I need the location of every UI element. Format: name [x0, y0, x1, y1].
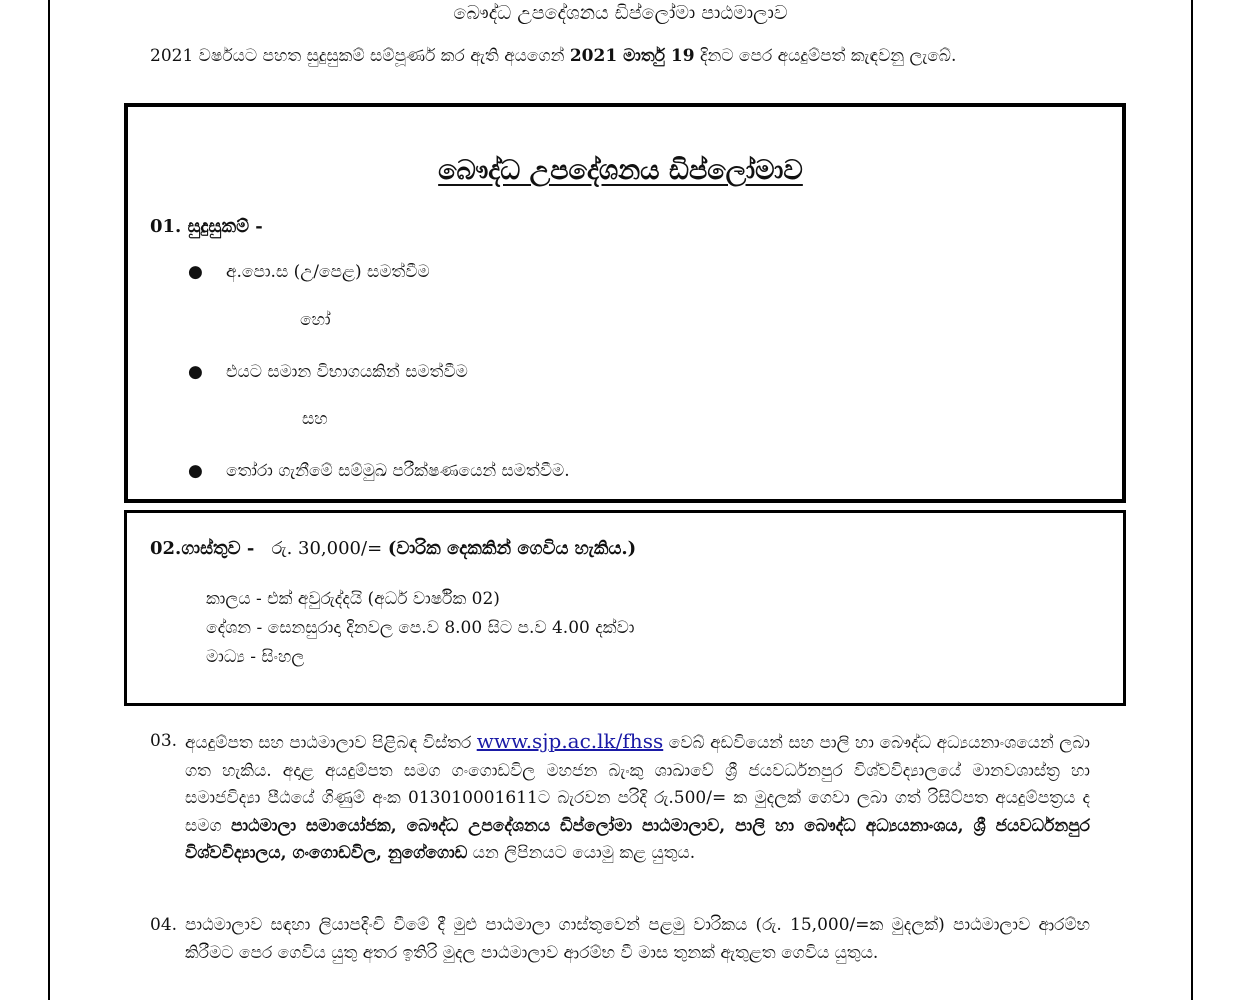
page-border-right [1191, 0, 1193, 1000]
medium: මාධ්‍ය - සිංහල [206, 647, 305, 667]
qualification-item: එයට සමාන විභාගයකින් සමත්වීම [226, 362, 468, 382]
intro-date: 2021 මාර්තු 19 [569, 46, 695, 66]
connector-and: සහ [302, 409, 328, 429]
website-link[interactable]: www.sjp.ac.lk/fhss [476, 729, 664, 753]
para-number: 04. [150, 915, 178, 935]
fee-note: (වාරික දෙකකින් ගෙවිය හැකිය.) [387, 538, 637, 559]
document-title: බෞද්ධ උපදේශනය ඩිප්ලෝමා පාඨමාලාව [453, 2, 788, 24]
lecture-schedule: දේශන - සෙනසුරාදා දිනවල පෙ.ව 8.00 සිට ප.ව 4.00 දක්වා [206, 618, 635, 638]
intro-pre: 2021 වර්ෂයට පහත සුදුසුකම් සම්පූර්ණ කර ඇති අයගෙන් [150, 46, 570, 66]
para-text: අයදුම්පත සහ පාඨමාලාව පිළිබඳ විස්තර [185, 733, 477, 753]
bullet-icon: ● [188, 262, 203, 282]
para-number: 03. [150, 731, 178, 751]
page-border-left [48, 0, 50, 1000]
fee-amount: රු. 30,000/= [271, 538, 383, 559]
qualification-item: තෝරා ගැනීමේ සම්මුඛ පරීක්ෂණයෙන් සමත්වීම. [226, 461, 570, 481]
postal-address: පාඨමාලා සමායෝජක, බෞද්ධ උපදේශනය ඩිප්ලෝමා පාඨමාලාව, පාලි හා බෞද්ධ අධ්‍යයනාංශය, ශ්‍රී ජයවර්ධනපුර විශ්වවිද්‍යාලය, ගංගොඩවිල, නුගේගොඩ [185, 815, 1090, 863]
fee-line [150, 538, 636, 559]
payment-details [150, 912, 1090, 967]
para-text: පාඨමාලාව සඳහා ලියාපදිංචි වීමේ දී මුළු පාඨමාලා ගාස්තුවෙන් පළමු වාරිකය (රු. 15,000/=ක මුදලක්) පාඨමාලාව ආරම්භ කිරීමට පෙර ගෙවිය යුතු අතර ඉතිරි මුදල පාඨමාලාව ආරම්භ වී මාස තුනක් ඇතුළත ගෙවිය යුතුය. [185, 915, 1090, 963]
course-duration: කාලය - එක් අවුරුද්දයි (අර්ධ වාර්ෂික 02) [206, 589, 500, 609]
connector-or: හෝ [300, 310, 331, 330]
para-text: යන ලිපිනයට යොමු කළ යුතුය. [467, 843, 696, 863]
intro-post: දිනට පෙර අයදුම්පත් කැඳවනු ලැබේ. [694, 46, 957, 66]
bullet-icon: ● [188, 461, 203, 481]
qualifications-title: 01. සුදුසුකම් - [150, 216, 263, 237]
para-text: වෙබ් අඩවියෙන් සහ පාලි හා බෞද්ධ අධ්‍යයනාංශයෙන් ලබා ගත හැකිය. අදාළ අයදුම්පත සමග ගංගොඩවිල මහජන බැංකු ශාඛාවේ ශ්‍රී ජයවර්ධනපුර විශ්වවිද්‍යාලයේ මානවශාස්ත්‍ර හා සමාජවිද්‍යා පීඨයේ ගිණුම් අංක 013010001611ට බැරවන පරිදි රු.500/= ක මුදලක් ගෙවා ලබා ගත් රිසිට්පත අයදුම්පත්‍රය ද සමග [185, 733, 1090, 836]
intro-text [150, 46, 956, 66]
application-details [150, 728, 1090, 868]
qualification-item: අ.පො.ස (උ/පෙළ) සමත්වීම [226, 262, 430, 282]
bullet-icon: ● [188, 362, 203, 382]
course-heading: බෞද්ධ උපදේශනය ඩිප්ලෝමාව [438, 155, 803, 186]
fee-label: 02.ගාස්තුව - [150, 538, 255, 559]
